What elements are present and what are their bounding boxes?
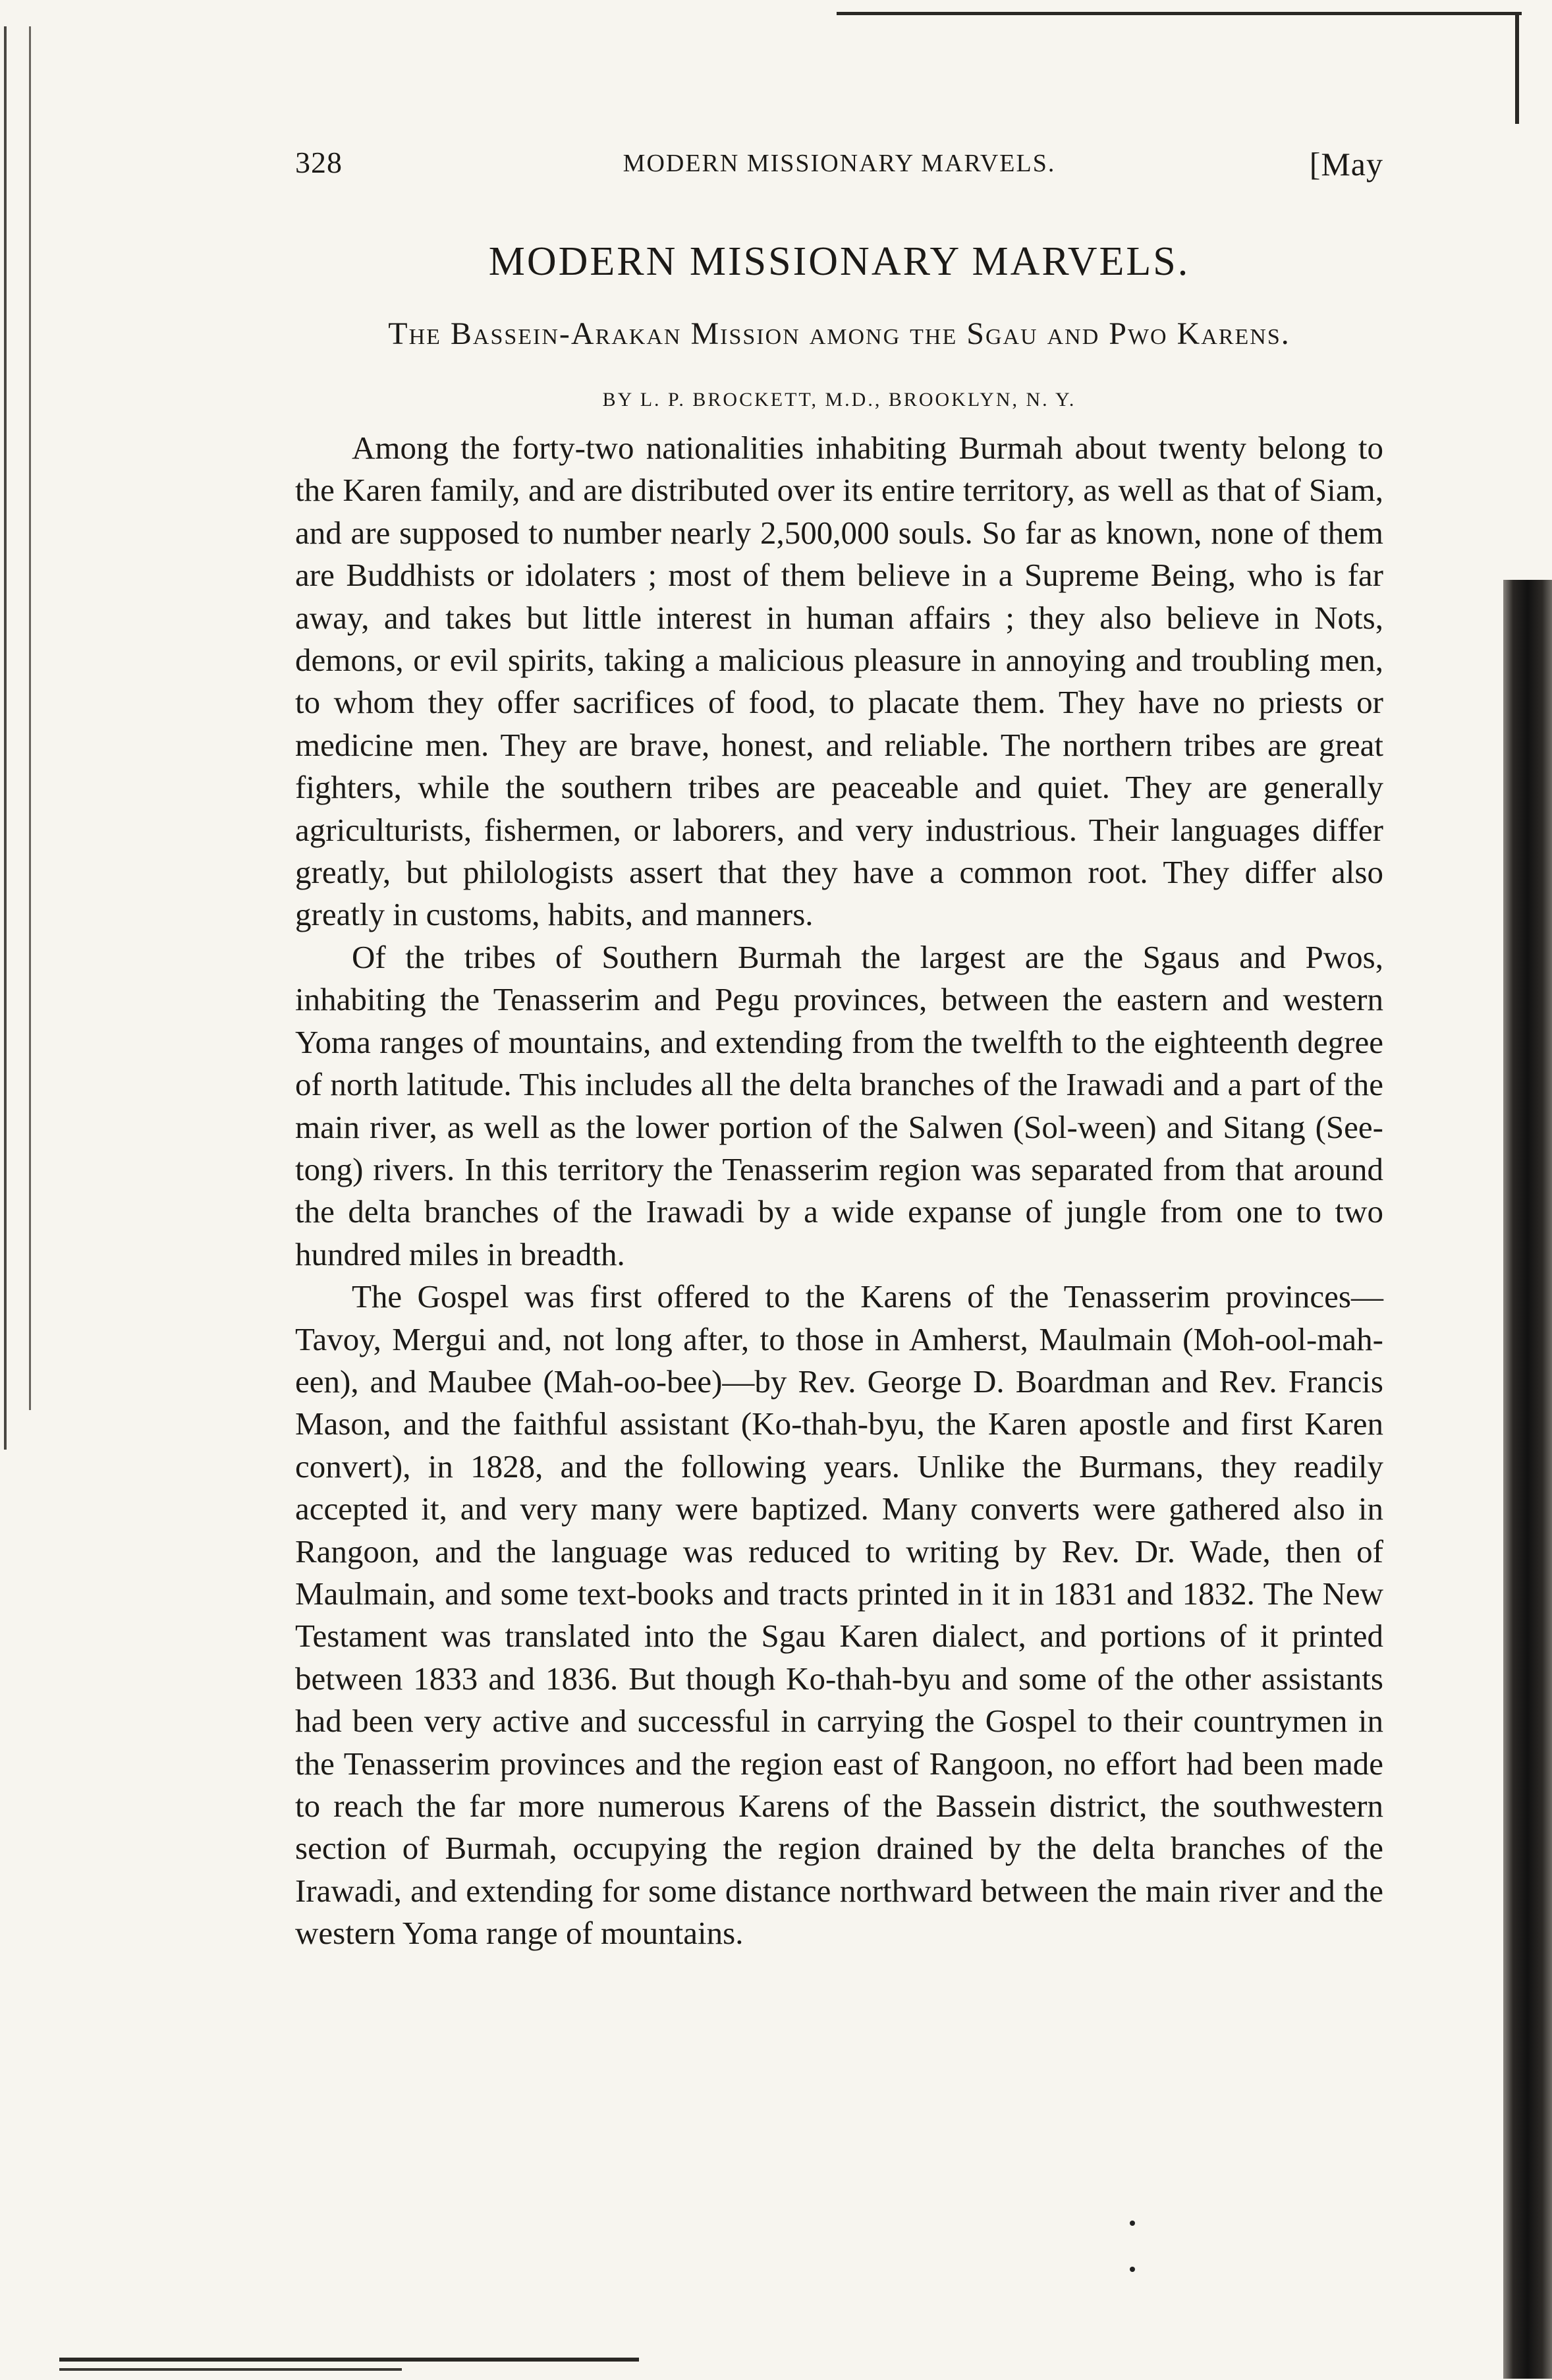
running-header [295, 145, 1383, 191]
article-title: MODERN MISSIONARY MARVELS. [488, 239, 1190, 284]
running-title: MODERN MISSIONARY MARVELS. [623, 150, 1056, 177]
body-paragraph: Among the forty-two nationalities inhabiting Burmah about twenty belong to the Karen family, and are distributed over its entire territory, as well as that of Siam, and are supposed to number nearly 2,500,000 souls. So far as known, none of them are Buddhists or idolaters ; most of them believe in a Supreme Being, who is far away, and takes but little interest in human affairs ; they also believe in Nots, demons, or evil spirits, taking a malicious pleasure in annoying and troubling men, to whom they offer sacrifices of food, to placate them. They have no priests or medicine men. They are brave, honest, and reliable. The northern tribes are great fighters, while the southern tribes are peaceable and quiet. They are generally agriculturists, fishermen, or laborers, and very industrious. Their languages differ greatly, but philologists assert that they have a common root. They differ also greatly in customs, habits, and manners. [295, 430, 1383, 933]
stray-mark [1130, 2221, 1135, 2226]
scan-edge-line [837, 12, 1522, 15]
right-binding-shadow [1503, 580, 1552, 2379]
bottom-scan-rule-secondary [59, 2368, 402, 2371]
document-page [295, 145, 1383, 1955]
bottom-scan-rule [59, 2358, 639, 2362]
left-binding-lines [4, 26, 46, 1450]
scan-edge-line-right [1515, 12, 1519, 124]
stray-mark [1130, 2267, 1135, 2272]
body-paragraph: The Gospel was first offered to the Karens of the Tenasserim provinces—Tavoy, Mergui and, not long after, to those in Amherst, Maulmain (Moh-ool-mah-een), and Maubee (Mah-oo-bee)—by Rev. George D. Boardman and Rev. Francis Mason, and the faithful assistant (Ko-thah-byu, the Karen apostle and first Karen convert), in 1828, and the following years. Unlike the Burmans, they readily accepted it, and very many were baptized. Many converts were gathered also in Rangoon, and the language was reduced to writing by Rev. Dr. Wade, then of Maulmain, and some text-books and tracts printed in it in 1831 and 1832. The New Testament was translated into the Sgau Karen dialect, and portions of it printed between 1833 and 1836. But though Ko-thah-byu and some of the other assistants had been very active and successful in carrying the Gospel to their countrymen in the Tenasserim provinces and the region east of Rangoon, no effort had been made to reach the far more numerous Karens of the Bassein district, the southwestern section of Burmah, occupying the region drained by the delta branches of the Irawadi, and extending for some distance northward between the main river and the western Yoma range of mountains. [295, 1278, 1383, 1952]
issue-month: [May [1309, 146, 1383, 183]
page-number: 328 [295, 146, 343, 179]
article-byline: BY L. P. BROCKETT, M.D., BROOKLYN, N. Y. [602, 389, 1076, 411]
article-subtitle: The Bassein-Arakan Mission among the Sgau and Pwo Karens. [388, 316, 1290, 351]
body-paragraph: Of the tribes of Southern Burmah the largest are the Sgaus and Pwos, inhabiting the Tenasserim and Pegu provinces, between the eastern and western Yoma ranges of mountains, and extending from the twelfth to the eighteenth degree of north latitude. This includes all the delta branches of the Irawadi and a part of the main river, as well as the lower portion of the Salwen (Sol-ween) and Sitang (See-tong) rivers. In this territory the Tenasserim region was separated from that around the delta branches of the Irawadi by a wide expanse of jungle from one to two hundred miles in breadth. [295, 938, 1383, 1272]
